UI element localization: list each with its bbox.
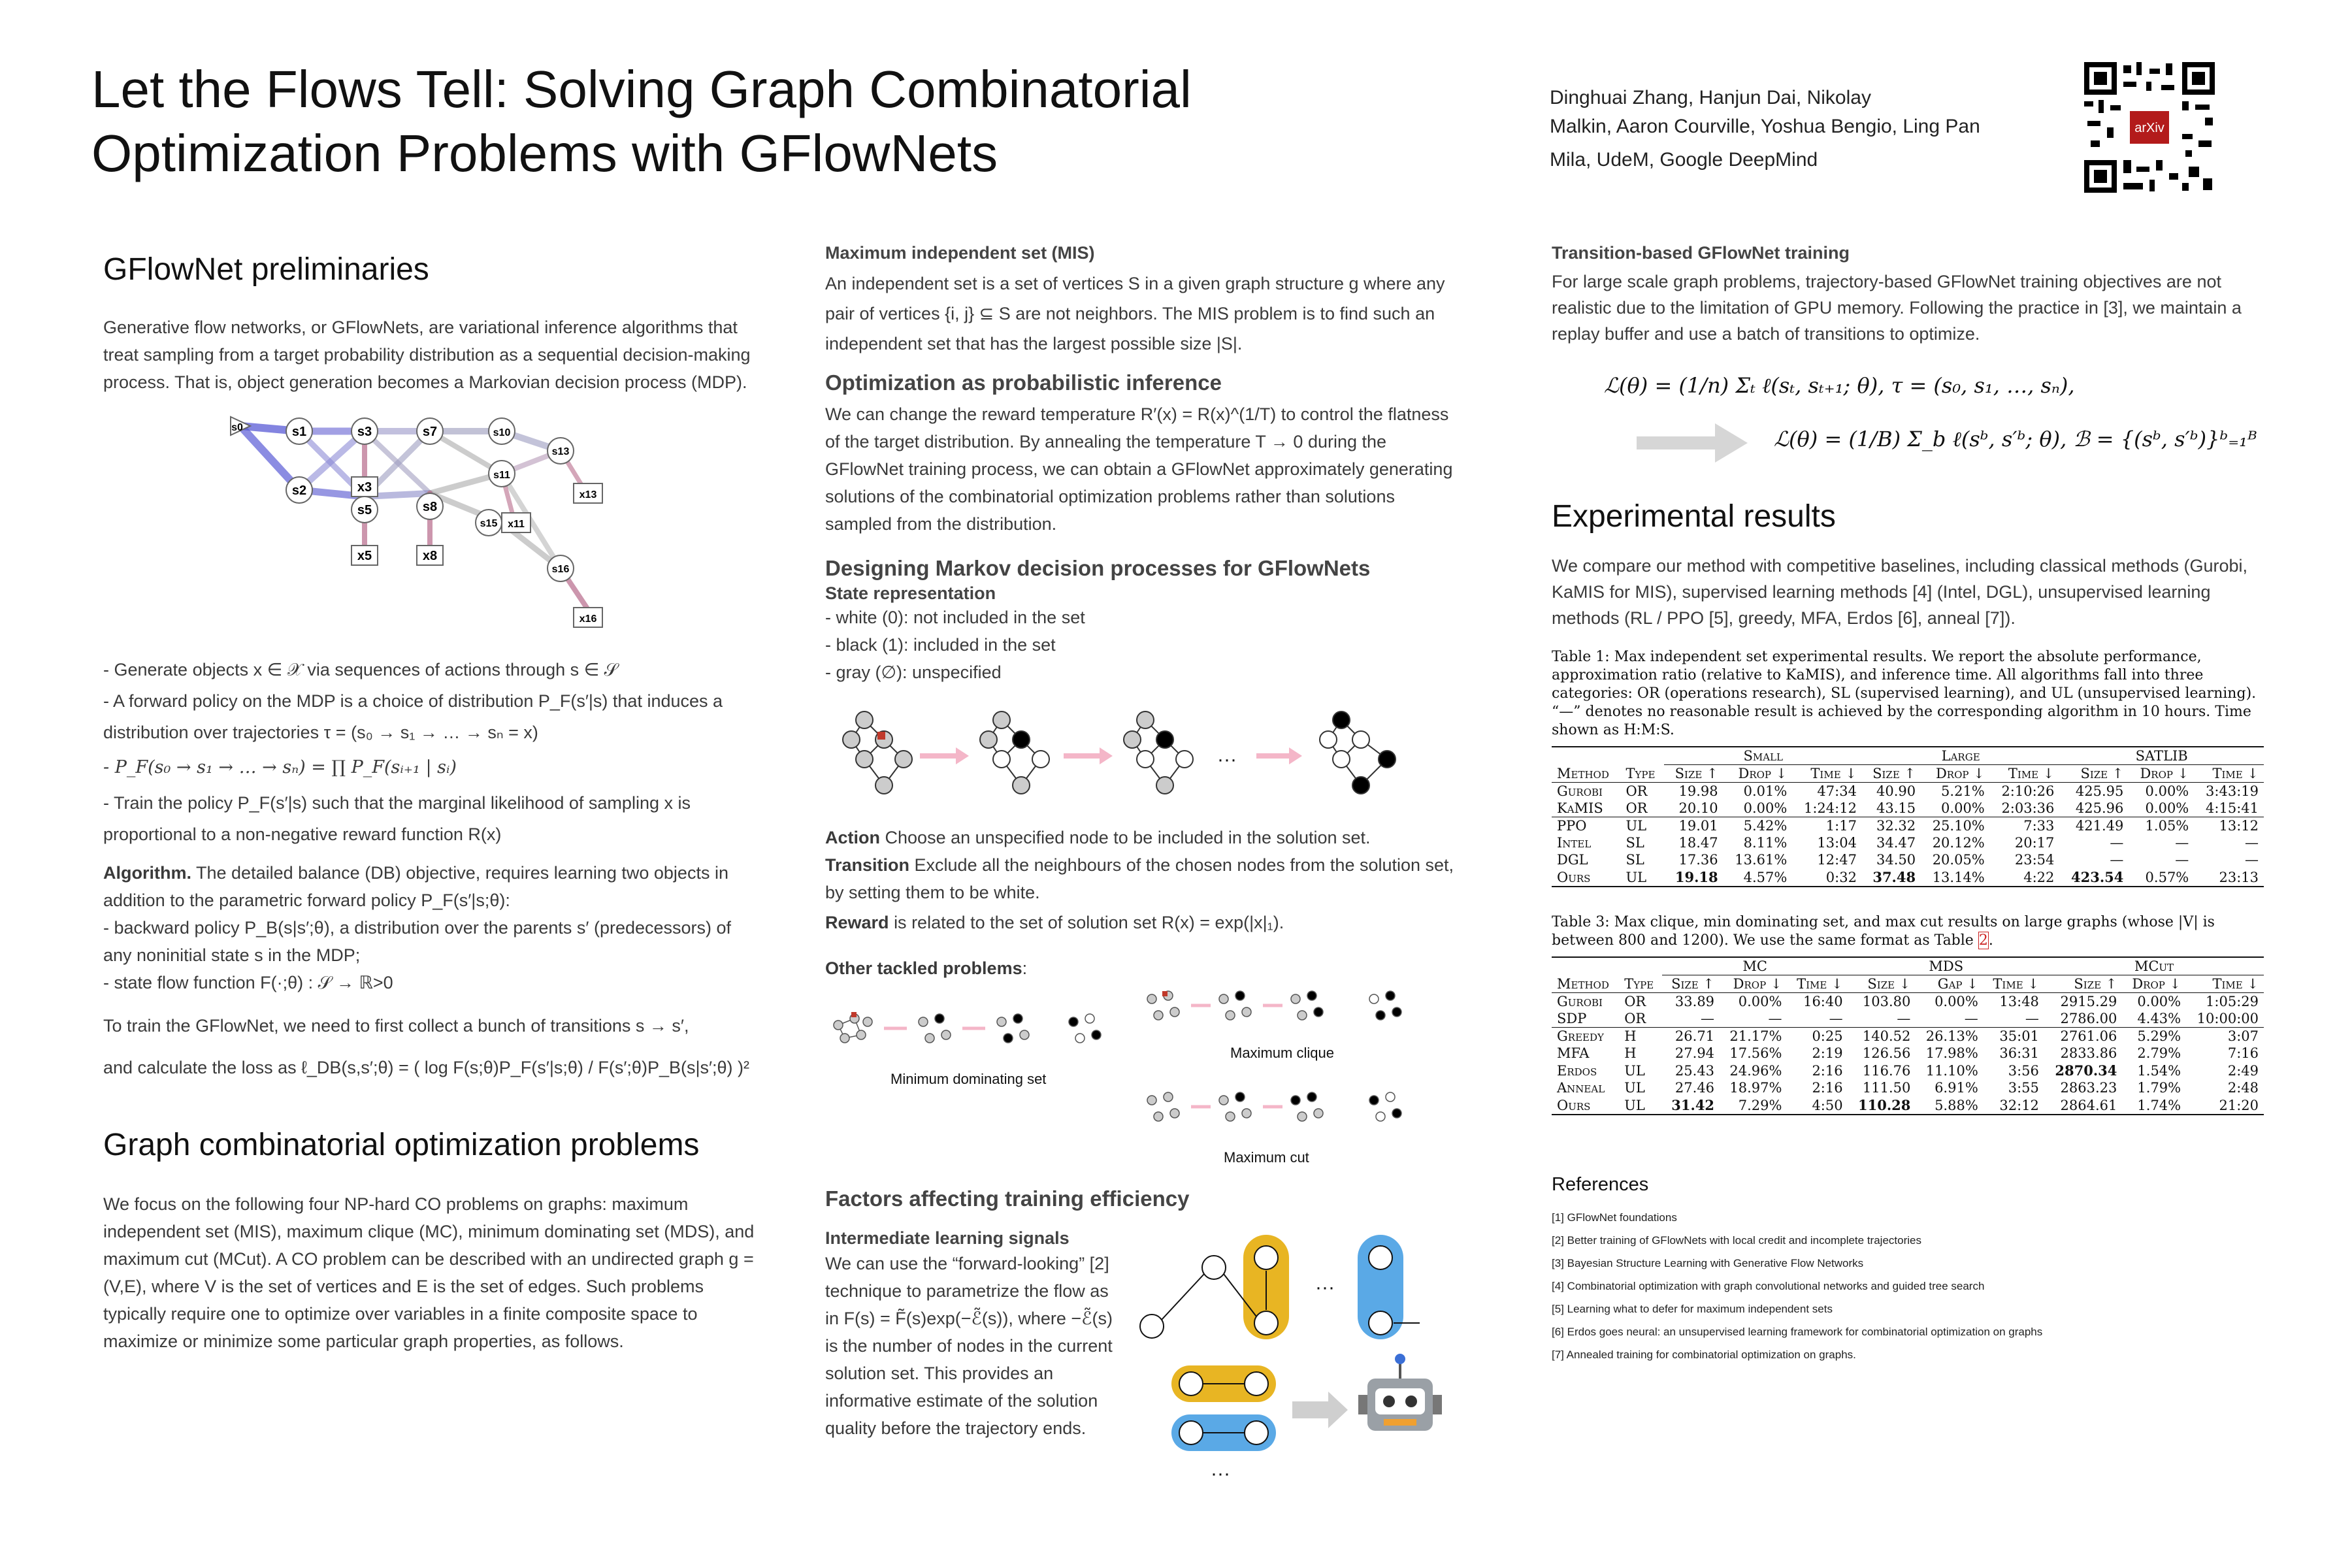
state-item: - gray (∅): unspecified [825,662,1002,682]
table-cell: 1:17 [1825,818,1857,834]
table-cell: 18.97% [1729,1080,1782,1096]
table-cell: 13:04 [1817,835,1857,851]
table-cell: 2915.29 [2060,994,2117,1009]
table-cell: 5.21% [1941,783,1985,799]
table-column-header: Size ↑ [2080,766,2124,781]
mdp-node-label: s2 [291,483,307,498]
authors: Dinghuai Zhang, Hanjun Dai, Nikolay Malkin, Aaron Courville, Yoshua Bengio, Ling Pan [1550,87,1980,137]
mcut-label: Maximum cut [1224,1149,1309,1166]
table-column-header: Time ↓ [1797,976,1843,992]
reward-line: Reward is related to the set of solution set R(x) = exp(|x|₁). [825,913,1284,932]
table-cell: 36:31 [1999,1045,2039,1061]
table-cell: 20:17 [2014,835,2055,851]
algorithm-item: - backward policy P_B(s|s′;θ), a distribution over the parents s′ (predecessors) of any noninitial state s in the MDP; [103,918,732,965]
table-cell: 3:07 [2227,1028,2259,1044]
table-cell: 103.80 [1862,994,1911,1009]
table-cell: 425.95 [2075,783,2124,799]
gco-title: Graph combinatorial optimization problems [103,1128,700,1162]
bullet-item: - P_F(s₀ → s₁ → … → sₙ) = ∏ P_F(sᵢ₊₁ | sᵢ) [103,757,457,777]
table-cell: 4:15:41 [2206,800,2259,816]
table-cell: — [2175,835,2189,851]
table-ref-link[interactable]: 2 [1978,932,1988,949]
table-cell: 2:10:26 [2001,783,2055,799]
table-cell: 10:00:00 [2197,1011,2259,1026]
table-cell: 423.54 [2071,869,2124,885]
table-row [1552,834,2264,851]
other-problems-figure [825,986,1452,1175]
table-cell: 37.48 [1872,869,1916,885]
table-cell: — [2245,852,2259,868]
mdp-node-label: s8 [422,500,438,514]
table-cell: — [1701,1011,1715,1026]
mdp-node-label: s10 [493,427,511,438]
table-row [1552,1045,2264,1062]
table-cell: PPO [1557,818,1587,834]
table-column-header: Size ↑ [1674,766,1718,781]
loss-equation-1: ℒ(θ) = (1/n) Σₜ ℓ(sₜ, sₜ₊₁; θ), τ = (s₀, s₁, …, sₙ), [1604,373,2075,398]
table-cell: 1.79% [2137,1080,2181,1096]
table-cell: — [1829,1011,1843,1026]
table-cell: 0.01% [1743,783,1788,799]
table-cell: 126.56 [1862,1045,1911,1061]
table-cell: 20.10 [1678,800,1718,816]
prelim-intro: Generative flow networks, or GFlowNets, are variational inference algorithms that treat sampling from a target probability distribution as a sequential decision-making process. That is, object generation becomes a Markovian decision process (MDP). [103,318,751,392]
table-column-header: Drop ↓ [1935,766,1985,781]
reference-item: [2] Better training of GFlowNets with local credit and incomplete trajectories [1552,1234,1921,1247]
state-item: - black (1): included in the set [825,635,1056,655]
mis-title: Maximum independent set (MIS) [825,243,1095,263]
table-cell: 7:16 [2227,1045,2259,1061]
table-cell: 4.43% [2137,1011,2181,1026]
qr-arxiv-label: arXiv [2134,121,2164,135]
table-cell: 34.50 [1876,852,1916,868]
table-cell: 1.74% [2137,1097,2181,1113]
table-column-header: Method [1557,765,1609,781]
forward-looking-figure [1139,1228,1459,1490]
reference-item: [1] GFlowNet foundations [1552,1211,1677,1224]
table-column-header: Size ↑ [1671,976,1715,992]
references-title: References [1552,1174,1649,1195]
table-cell: 4.57% [1743,869,1788,885]
table-cell: 23:54 [2014,852,2055,868]
table1 [1552,746,2264,887]
table-cell: 19.18 [1674,869,1718,885]
mdp-node-label: s16 [551,564,570,575]
table-cell: 13.14% [1932,869,1985,885]
table-cell: 32.32 [1876,818,1916,834]
table-cell: UL [1625,869,1647,885]
table-cell: Greedy [1557,1028,1604,1044]
mdp-node-label: x13 [579,489,597,500]
mdp-node-label: s13 [551,446,570,457]
table-cell: 16:40 [1803,994,1843,1009]
column-middle [825,243,1459,1503]
table-cell: 2:03:36 [2001,800,2055,816]
table-cell: 24.96% [1729,1062,1782,1079]
table-column-header: Time ↓ [1993,976,2039,992]
table-cell: Intel [1557,835,1592,851]
table-cell: OR [1625,800,1648,816]
table-cell: OR [1625,783,1648,799]
table-cell: 2:49 [2227,1062,2259,1079]
table-cell: 13:48 [1999,994,2039,1009]
state-title: State representation [825,583,996,603]
prelim-title: GFlowNet preliminaries [103,252,429,287]
table-row [1552,817,2264,835]
table-cell: 27.46 [1674,1080,1715,1096]
table-column-header: Drop ↓ [2132,976,2181,992]
table-row [1552,1010,2264,1028]
table-cell: 0.00% [1941,800,1985,816]
mdp-node-label: x3 [357,480,372,495]
table-cell: 5.29% [2137,1028,2181,1044]
table-cell: 17.98% [1925,1045,1978,1061]
table-cell: Ours [1557,1097,1591,1113]
table-column-header: Type [1624,975,1654,992]
table-column-header: Drop ↓ [2140,766,2189,781]
mc-label: Maximum clique [1230,1045,1334,1061]
table-cell: 2833.86 [2060,1045,2117,1061]
table-cell: 0.00% [1743,800,1788,816]
table-cell: 7.29% [1738,1097,1782,1113]
reference-item: [5] Learning what to defer for maximum independent sets [1552,1303,1833,1315]
ellipsis-icon: ··· [1217,749,1237,770]
mds-label: Minimum dominating set [890,1071,1047,1087]
mdp-transition-figure [825,700,1452,811]
table-cell: 17.36 [1678,852,1718,868]
table-row [1552,868,2264,887]
table-cell: 3:56 [2008,1062,2039,1079]
mdp-node-label: x16 [579,613,597,625]
table-column-header: Time ↓ [1810,766,1857,781]
mdp-node-label: x11 [508,519,525,530]
table3-caption: Table 3: Max clique, min dominating set, and max cut results on large graphs (whose |V| is between 800 and 1200). We use the same format as Table 2. [1552,914,2215,949]
table-column-header: Time ↓ [2008,766,2055,781]
table-cell: 2.79% [2137,1045,2181,1061]
mdp-node-label: s11 [493,470,510,481]
other-problems-title: Other tackled problems: [825,958,1028,978]
table-cell: 116.76 [1862,1062,1911,1079]
table-cell: 2:16 [1812,1062,1843,1079]
table-cell: 4:22 [2023,869,2055,885]
table-cell: 2:16 [1812,1080,1843,1096]
table-cell: 0:25 [1812,1028,1843,1044]
table-cell: Erdos [1557,1062,1597,1079]
table-group-header: SATLIB [2059,747,2264,765]
signals-block [825,1228,1459,1503]
table-cell: 19.01 [1678,818,1718,834]
table-cell: 5.88% [1935,1097,1978,1113]
table-cell: 0.00% [2137,994,2181,1009]
table-cell: — [1897,1011,1911,1026]
mdp-node-label: x5 [357,549,372,563]
mdp-node-label: s3 [357,425,372,439]
table-cell: 31.42 [1671,1097,1715,1113]
table-cell: 4:50 [1812,1097,1843,1113]
column-right [1552,243,2270,1366]
table-column-header: Drop ↓ [1738,766,1788,781]
table-cell: 110.28 [1857,1097,1911,1113]
transition-training-title: Transition-based GFlowNet training [1552,243,1850,263]
table-cell: 21.17% [1729,1028,1782,1044]
table-cell: 19.98 [1678,783,1718,799]
state-item: - white (0): not included in the set [825,608,1085,627]
reference-item: [6] Erdos goes neural: an unsupervised learning framework for combinatorial optimization on graphs [1552,1326,2043,1338]
table-row [1552,800,2264,817]
table-cell: SL [1625,835,1644,851]
table-cell: 34.47 [1876,835,1916,851]
mdp-node-label: s7 [422,425,438,439]
bullet-item: - Generate objects x ∈ 𝒳 via sequences of actions through s ∈ 𝒮 [103,660,618,679]
table-cell: — [2175,852,2189,868]
table-cell: 17.56% [1729,1045,1782,1061]
table-group-header: Small [1664,747,1861,765]
table-row [1552,1096,2264,1115]
table-cell: — [2025,1011,2039,1026]
table-cell: 6.91% [1935,1080,1978,1096]
table-row [1552,1028,2264,1045]
table-cell: 7:33 [2023,818,2055,834]
table-cell: KaMIS [1557,800,1603,816]
table-cell: UL [1624,1080,1645,1096]
ellipsis-icon: ··· [1211,1463,1230,1484]
table-row [1552,1062,2264,1079]
table-cell: 2:48 [2227,1080,2259,1096]
table-cell: OR [1624,994,1646,1009]
table-cell: 2786.00 [2060,1011,2117,1026]
table-cell: 0:32 [1825,869,1857,885]
transition-training-paragraph: For large scale graph problems, trajectory-based GFlowNet training objectives are not realistic due to the limitation of GPU memory. Following the practice in [3], we maintain a replay buffer and use a batch of transitions to optimize. [1552,272,2242,344]
table-cell: 26.71 [1674,1028,1715,1044]
table-cell: 0.00% [1935,994,1978,1009]
ellipsis-icon: ··· [1315,1277,1335,1298]
table-cell: 33.89 [1674,994,1715,1009]
table-cell: — [1964,1011,1978,1026]
table-row [1552,851,2264,868]
table-cell: 13:12 [2219,818,2259,834]
table-column-header: Time ↓ [2212,766,2259,781]
poster-title: Let the Flows Tell: Solving Graph Combinatorial Optimization Problems with GFlowNets [91,60,1192,182]
table-column-header: Gap ↓ [1937,976,1978,992]
table-cell: H [1624,1028,1637,1044]
table-column-header: Drop ↓ [1733,976,1782,992]
table-cell: 21:20 [2219,1097,2259,1113]
table-column-header: Size ↑ [1872,766,1916,781]
table-cell: 3:43:19 [2206,783,2259,799]
table-group-header: Large [1862,747,2059,765]
table-row [1552,783,2264,800]
table-cell: 5.42% [1743,818,1788,834]
mdp-node-label: s15 [480,518,498,529]
table-cell: 43.15 [1876,800,1916,816]
table-cell: 20.05% [1932,852,1985,868]
robot-icon [1358,1354,1442,1431]
table-cell: 2863.23 [2060,1080,2117,1096]
reference-item: [4] Combinatorial optimization with graph convolutional networks and guided tree search [1552,1280,1985,1292]
table-cell: 12:47 [1817,852,1857,868]
transition-line: Transition Exclude all the neighbours of the chosen nodes from the solution set, by setting them to be white. [825,855,1454,902]
table-column-header: Type [1625,765,1656,781]
arrow-icon [1637,420,1754,466]
table-cell: 11.10% [1925,1062,1978,1079]
reference-item: [7] Annealed training for combinatorial optimization on graphs. [1552,1348,1856,1361]
bullet-item: - A forward policy on the MDP is a choice of distribution P_F(s′|s) that induces a distribution over trajectories τ = (s₀ → s₁ → … → sₙ = x) [103,691,723,742]
table-cell: 2864.61 [2060,1097,2117,1113]
table-cell: H [1624,1045,1637,1061]
table1-caption: Table 1: Max independent set experimental results. We report the absolute performance, approximation ratio (relative to KaMIS), and inference time. All algorithms fall into three categories: OR (operations research), SL (supervised learning), and UL (unsupervised learning). “—” denotes no reasonable result is achieved by the corresponding algorithm in 10 hours. Time shown as H:M:S. [1552,649,2257,738]
table-cell: — [2245,835,2259,851]
table-cell: UL [1625,818,1647,834]
algorithm-item: - state flow function F(·;θ) : 𝒮 → ℝ>0 [103,973,393,992]
table-cell: 18.47 [1678,835,1718,851]
table-cell: UL [1624,1097,1645,1113]
table-column-header: Time ↓ [2212,976,2259,992]
table-cell: 20.12% [1932,835,1985,851]
table3 [1552,956,2264,1115]
table-cell: 2761.06 [2060,1028,2117,1044]
table-cell: 35:01 [1999,1028,2039,1044]
table-cell: 1:05:29 [2206,994,2259,1009]
opt-title: Optimization as probabilistic inference [825,370,1222,395]
table-cell: Ours [1557,869,1591,885]
table-cell: SL [1625,852,1644,868]
table-cell: 13.61% [1735,852,1788,868]
table-cell: 25.10% [1932,818,1985,834]
signals-paragraph: We can use the “forward-looking” [2] technique to parametrize the flow as in F(s) = F̃(s)exp(−ℰ̃(s)), where −ℰ̃(s) is the number of nodes in the current solution set. This provides an informative estimate of the solution quality before the trajectory ends. [825,1254,1113,1438]
table-row [1552,1079,2264,1096]
mdp-node-label: x8 [422,549,438,563]
mdp-graph-figure [227,412,652,634]
table-cell: 0.00% [2145,800,2189,816]
table-cell: 1.05% [2145,818,2189,834]
table-group-header: MCut [2044,957,2264,975]
table-cell: 47:34 [1817,783,1857,799]
table-cell: MFA [1557,1045,1590,1061]
qr-code[interactable] [2084,62,2215,193]
table-cell: UL [1624,1062,1645,1079]
references-list [1552,1206,2270,1366]
table-cell: 0.00% [1738,994,1782,1009]
table-column-header: Size ↑ [2074,976,2117,992]
table-cell: DGL [1557,852,1588,868]
table-cell: 111.50 [1862,1080,1911,1096]
prelim-bullets [103,654,757,850]
table-cell: OR [1624,1011,1646,1026]
table-cell: 0.57% [2145,869,2189,885]
column-left [103,252,757,1355]
action-line: Action Choose an unspecified node to be included in the solution set. [825,828,1371,847]
table-cell: 1:24:12 [1803,800,1857,816]
table-cell: — [1768,1011,1782,1026]
experimental-title: Experimental results [1552,499,1836,534]
signals-title: Intermediate learning signals [825,1228,1070,1248]
affiliation: Mila, UdeM, Google DeepMind [1550,149,1818,171]
table-cell: 40.90 [1876,783,1916,799]
mdp-title: Designing Markov decision processes for GFlowNets [825,556,1371,580]
table-cell: 23:13 [2219,869,2259,885]
mdp-node-label: s5 [357,503,372,517]
table-cell: — [2110,835,2124,851]
table-cell: 421.49 [2075,818,2124,834]
table-row [1552,993,2264,1011]
table-cell: 425.96 [2075,800,2124,816]
table-column-header: Method [1557,975,1609,992]
table-cell: 32:12 [1999,1097,2039,1113]
table-cell: 0.00% [2145,783,2189,799]
mdp-node-label: s0 [231,422,243,433]
mis-paragraph: An independent set is a set of vertices S in a given graph structure g where any pair of vertices {i, j} ⊆ S are not neighbors. The MIS problem is to find such an independent set that has the largest possible size |S|. [825,274,1445,353]
table-cell: Gurobi [1557,783,1603,799]
table-cell: — [2110,852,2124,868]
table-cell: 3:55 [2008,1080,2039,1096]
reference-item: [3] Bayesian Structure Learning with Generative Flow Networks [1552,1257,1864,1269]
table-cell: 27.94 [1674,1045,1715,1061]
db-loss-equation: and calculate the loss as ℓ_DB(s,s′;θ) = ( log F(s;θ)P_F(s′|s;θ) / F(s′;θ)P_B(s|s′;θ) )² [103,1058,750,1077]
table-group-header: MDS [1848,957,2044,975]
experimental-paragraph: We compare our method with competitive baselines, including classical methods (Gurobi, KaMIS for MIS), supervised learning methods [4] (Intel, DGL), unsupervised learning methods (RL / PPO [5], greedy, MFA, Erdos [6], anneal [7]). [1552,556,2247,628]
table-cell: 26.13% [1925,1028,1978,1044]
table-cell: Gurobi [1557,994,1603,1009]
table-cell: 140.52 [1862,1028,1911,1044]
table-column-header: Size ↓ [1867,976,1911,992]
opt-paragraph: We can change the reward temperature R′(x) = R(x)^(1/T) to control the flatness of the target distribution. By annealing the temperature T → 0 during the GFlowNet training process, we can obtain a GFlowNet approximately generating solutions of the combinatorial optimization problems rather than solutions sampled from the distribution. [825,404,1453,534]
arrow-icon [1292,1392,1348,1428]
gco-paragraph: We focus on the following four NP-hard CO problems on graphs: maximum independent set (MIS), maximum clique (MC), minimum dominating set (MDS), and maximum cut (MCut). A CO problem can be described with an undirected graph g = (V,E), where V is the set of vertices and E is the set of edges. Such problems typically require one to optimize over variables in a finite composite space to maximize or minimize some particular graph properties, as follows. [103,1194,755,1351]
algorithm-paragraph: Algorithm. The detailed balance (DB) objective, requires learning two objects in addition to the parametric forward policy P_F(s′|s;θ): [103,863,728,910]
factors-title: Factors affecting training efficiency [825,1186,1190,1211]
table-cell: 2870.34 [2055,1062,2117,1079]
table-group-header: MC [1662,957,1848,975]
table-cell: 8.11% [1743,835,1788,851]
table-cell: 1.54% [2137,1062,2181,1079]
table-cell: 25.43 [1674,1062,1715,1079]
mdp-node-label: s1 [291,425,307,439]
bullet-item: - Train the policy P_F(s′|s) such that the marginal likelihood of sampling x is proportional to a non-negative reward function R(x) [103,793,691,844]
training-paragraph: To train the GFlowNet, we need to first collect a bunch of transitions s → s′, [103,1016,689,1036]
table-cell: Anneal [1557,1080,1605,1096]
loss-equation-2: ℒ(θ) = (1/B) Σ_b ℓ(sᵇ, s′ᵇ; θ), ℬ = {(sᵇ, s′ᵇ)}ᵇ₌₁ᴮ [1774,427,2257,451]
table-cell: 2:19 [1812,1045,1843,1061]
table-cell: SDP [1557,1011,1587,1026]
